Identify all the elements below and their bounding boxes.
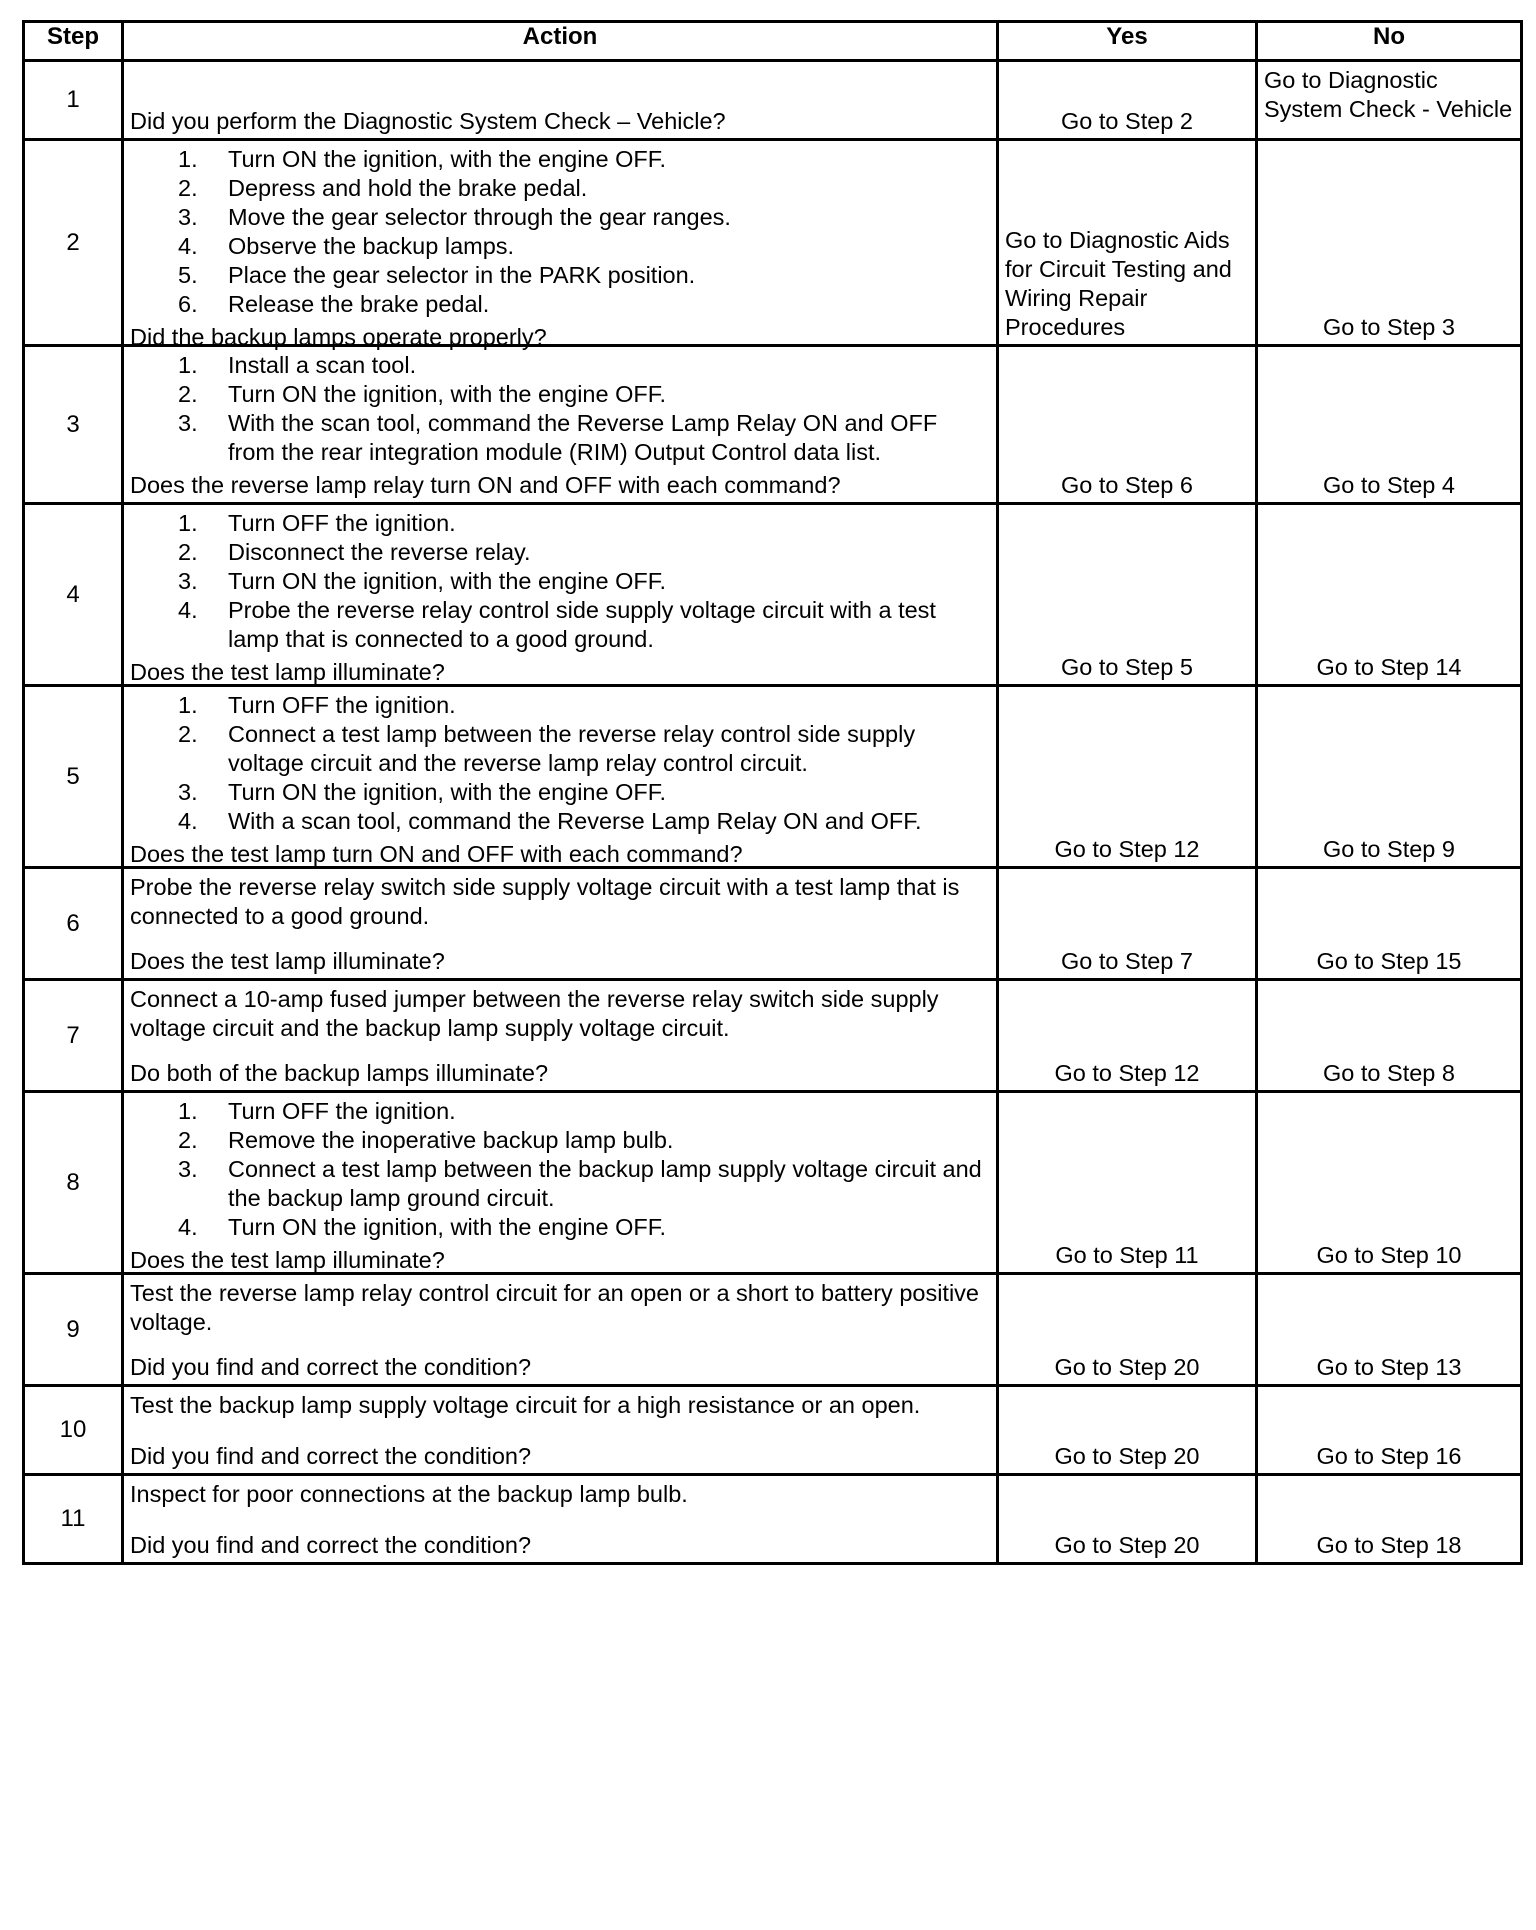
no-result-text: Go to Step 10 (1316, 1242, 1462, 1268)
table-body (24, 61, 1522, 1564)
list-item-number: 4. (178, 808, 198, 834)
question-text: Did the backup lamps operate properly? (130, 324, 547, 350)
no-result (1257, 140, 1522, 346)
list-item (130, 1126, 990, 1155)
list-item-text: Probe the reverse relay control side supply voltage circuit with a test lamp that is connected to a good ground. (228, 597, 936, 652)
header-action: Action (123, 22, 998, 61)
action-cell (123, 868, 998, 980)
list-item (130, 807, 990, 836)
step-number: 2 (24, 140, 123, 346)
list-item (130, 380, 990, 409)
list-item-number: 1. (178, 352, 198, 378)
action-cell (123, 1092, 998, 1274)
list-item (130, 538, 990, 567)
list-item-text: With the scan tool, command the Reverse Lamp Relay ON and OFF from the rear integration module (RIM) Output Control data list. (228, 410, 938, 465)
action-cell (123, 1274, 998, 1386)
list-item (130, 509, 990, 538)
yes-result (998, 1475, 1257, 1564)
list-item-number: 1. (178, 510, 198, 536)
no-result-text: Go to Step 13 (1316, 1354, 1462, 1380)
yes-result-text: Go to Step 11 (1055, 1242, 1199, 1268)
list-item-text: Turn ON the ignition, with the engine OFF. (228, 1214, 667, 1240)
table-row (24, 504, 1522, 686)
table-row (24, 1386, 1522, 1475)
list-item-text: Place the gear selector in the PARK position. (228, 262, 696, 288)
question-text: Did you find and correct the condition? (130, 1532, 532, 1558)
list-item-number: 2. (178, 539, 198, 565)
list-item-number: 1. (178, 1098, 198, 1124)
list-item-text: Observe the backup lamps. (228, 233, 515, 259)
list-item-text: Install a scan tool. (228, 352, 417, 378)
step-number: 6 (24, 868, 123, 980)
list-item (130, 596, 990, 654)
table-row (24, 1274, 1522, 1386)
no-result-text: Go to Step 15 (1316, 948, 1462, 974)
procedure-list (130, 145, 990, 319)
list-item-text: Turn OFF the ignition. (228, 692, 456, 718)
table-row (24, 346, 1522, 504)
yes-result (998, 61, 1257, 140)
question-text: Does the test lamp illuminate? (130, 659, 445, 685)
table-row (24, 980, 1522, 1092)
list-item-number: 4. (178, 1214, 198, 1240)
yes-result-text: Go to Step 12 (1054, 836, 1200, 862)
list-item-text: With a scan tool, command the Reverse Lamp Relay ON and OFF. (228, 808, 922, 834)
list-item-text: Remove the inoperative backup lamp bulb. (228, 1127, 674, 1153)
list-item-text: Release the brake pedal. (228, 291, 490, 317)
no-result (1257, 61, 1522, 140)
list-item-number: 5. (178, 262, 198, 288)
list-item (130, 290, 990, 319)
question-text: Does the reverse lamp relay turn ON and OFF with each command? (130, 472, 841, 498)
table-row (24, 686, 1522, 868)
question-text: Do both of the backup lamps illuminate? (130, 1060, 549, 1086)
list-item-text: Turn ON the ignition, with the engine OFF. (228, 146, 667, 172)
table-row (24, 1475, 1522, 1564)
list-item-number: 4. (178, 233, 198, 259)
table-row (24, 868, 1522, 980)
yes-result (998, 980, 1257, 1092)
procedure-list (130, 509, 990, 654)
list-item (130, 720, 990, 778)
yes-result-text: Go to Step 20 (1054, 1532, 1200, 1558)
header-step: Step (24, 22, 123, 61)
list-item (130, 145, 990, 174)
step-number: 9 (24, 1274, 123, 1386)
no-result (1257, 346, 1522, 504)
no-result (1257, 1386, 1522, 1475)
list-item-text: Turn ON the ignition, with the engine OFF. (228, 779, 667, 805)
action-cell (123, 61, 998, 140)
list-item (130, 778, 990, 807)
yes-result-text: Go to Step 5 (1061, 654, 1193, 680)
list-item (130, 1213, 990, 1242)
list-item (130, 567, 990, 596)
list-item-number: 3. (178, 1156, 198, 1182)
no-result-text: Go to Step 16 (1316, 1443, 1462, 1469)
step-number: 5 (24, 686, 123, 868)
no-result-text: Go to Step 14 (1316, 654, 1462, 680)
list-item-number: 3. (178, 779, 198, 805)
question-text: Does the test lamp illuminate? (130, 1247, 445, 1273)
no-result (1257, 1475, 1522, 1564)
list-item-number: 2. (178, 175, 198, 201)
no-result (1257, 868, 1522, 980)
list-item (130, 232, 990, 261)
action-text: Inspect for poor connections at the backup lamp bulb. (130, 1481, 688, 1507)
question-text: Did you find and correct the condition? (130, 1354, 532, 1380)
yes-result (998, 504, 1257, 686)
question-text: Did you perform the Diagnostic System Check – Vehicle? (130, 108, 726, 134)
header-yes: Yes (998, 22, 1257, 61)
action-cell (123, 504, 998, 686)
procedure-list (130, 351, 990, 467)
list-item (130, 174, 990, 203)
no-result (1257, 1274, 1522, 1386)
header-row (24, 22, 1522, 61)
list-item (130, 351, 990, 380)
action-cell (123, 140, 998, 350)
yes-result (998, 686, 1257, 868)
yes-result-text: Go to Step 20 (1054, 1354, 1200, 1380)
question-text: Does the test lamp illuminate? (130, 948, 445, 974)
list-item (130, 203, 990, 232)
no-result-text: Go to Step 4 (1323, 472, 1455, 498)
yes-result (998, 868, 1257, 980)
list-item-number: 3. (178, 204, 198, 230)
no-result (1257, 504, 1522, 686)
action-text: Probe the reverse relay switch side supply voltage circuit with a test lamp that is connected to a good ground. (130, 874, 960, 929)
yes-result-text: Go to Step 12 (1054, 1060, 1200, 1086)
no-result-text: Go to Diagnostic System Check - Vehicle (1264, 67, 1513, 122)
list-item-text: Depress and hold the brake pedal. (228, 175, 588, 201)
yes-result-text: Go to Step 7 (1061, 948, 1193, 974)
action-text: Connect a 10-amp fused jumper between the reverse relay switch side supply voltage circuit and the backup lamp supply voltage circuit. (130, 986, 939, 1041)
table-row (24, 1092, 1522, 1274)
list-item-number: 2. (178, 721, 198, 747)
table-row (24, 140, 1522, 346)
no-result (1257, 686, 1522, 868)
list-item-number: 3. (178, 410, 198, 436)
list-item (130, 409, 990, 467)
step-number: 3 (24, 346, 123, 504)
list-item-text: Turn ON the ignition, with the engine OFF. (228, 568, 667, 594)
action-cell (123, 1475, 998, 1564)
procedure-list (130, 691, 990, 836)
list-item-number: 3. (178, 568, 198, 594)
list-item (130, 1155, 990, 1213)
step-number: 11 (24, 1475, 123, 1564)
no-result-text: Go to Step 8 (1323, 1060, 1455, 1086)
list-item-text: Connect a test lamp between the backup lamp supply voltage circuit and the backup lamp ground circuit. (228, 1156, 982, 1211)
list-item-text: Turn OFF the ignition. (228, 1098, 456, 1124)
list-item-text: Move the gear selector through the gear ranges. (228, 204, 731, 230)
list-item-text: Connect a test lamp between the reverse relay control side supply voltage circuit and the reverse lamp relay control circuit. (228, 721, 916, 776)
list-item-text: Turn ON the ignition, with the engine OFF. (228, 381, 667, 407)
no-result (1257, 1092, 1522, 1274)
no-result-text: Go to Step 18 (1316, 1532, 1462, 1558)
list-item (130, 261, 990, 290)
no-result (1257, 980, 1522, 1092)
list-item-number: 2. (178, 1127, 198, 1153)
list-item-number: 4. (178, 597, 198, 623)
step-number: 10 (24, 1386, 123, 1475)
yes-result (998, 346, 1257, 504)
list-item (130, 1097, 990, 1126)
yes-result (998, 140, 1257, 346)
no-result-text: Go to Step 9 (1323, 836, 1455, 862)
action-text: Test the reverse lamp relay control circuit for an open or a short to battery positive voltage. (130, 1280, 980, 1335)
no-result-text: Go to Step 3 (1323, 314, 1455, 340)
yes-result-text: Go to Step 2 (1061, 108, 1193, 134)
list-item-text: Turn OFF the ignition. (228, 510, 456, 536)
list-item-number: 6. (178, 291, 198, 317)
yes-result-text: Go to Step 20 (1054, 1443, 1200, 1469)
table-row (24, 61, 1522, 140)
action-cell (123, 346, 998, 504)
step-number: 7 (24, 980, 123, 1092)
diagnostic-table (22, 20, 1523, 1565)
action-text: Test the backup lamp supply voltage circuit for a high resistance or an open. (130, 1392, 921, 1418)
yes-result-text: Go to Step 6 (1061, 472, 1193, 498)
question-text: Does the test lamp turn ON and OFF with each command? (130, 841, 743, 867)
list-item-number: 1. (178, 146, 198, 172)
yes-result (998, 1386, 1257, 1475)
list-item-number: 2. (178, 381, 198, 407)
yes-result-text: Go to Diagnostic Aids for Circuit Testing and Wiring Repair Procedures (1005, 227, 1232, 340)
yes-result (998, 1092, 1257, 1274)
action-cell (123, 980, 998, 1092)
list-item (130, 691, 990, 720)
step-number: 4 (24, 504, 123, 686)
step-number: 1 (24, 61, 123, 140)
list-item-text: Disconnect the reverse relay. (228, 539, 531, 565)
header-no: No (1257, 22, 1522, 61)
action-cell (123, 1386, 998, 1475)
procedure-list (130, 1097, 990, 1242)
question-text: Did you find and correct the condition? (130, 1443, 532, 1469)
yes-result (998, 1274, 1257, 1386)
action-cell (123, 686, 998, 868)
step-number: 8 (24, 1092, 123, 1274)
list-item-number: 1. (178, 692, 198, 718)
